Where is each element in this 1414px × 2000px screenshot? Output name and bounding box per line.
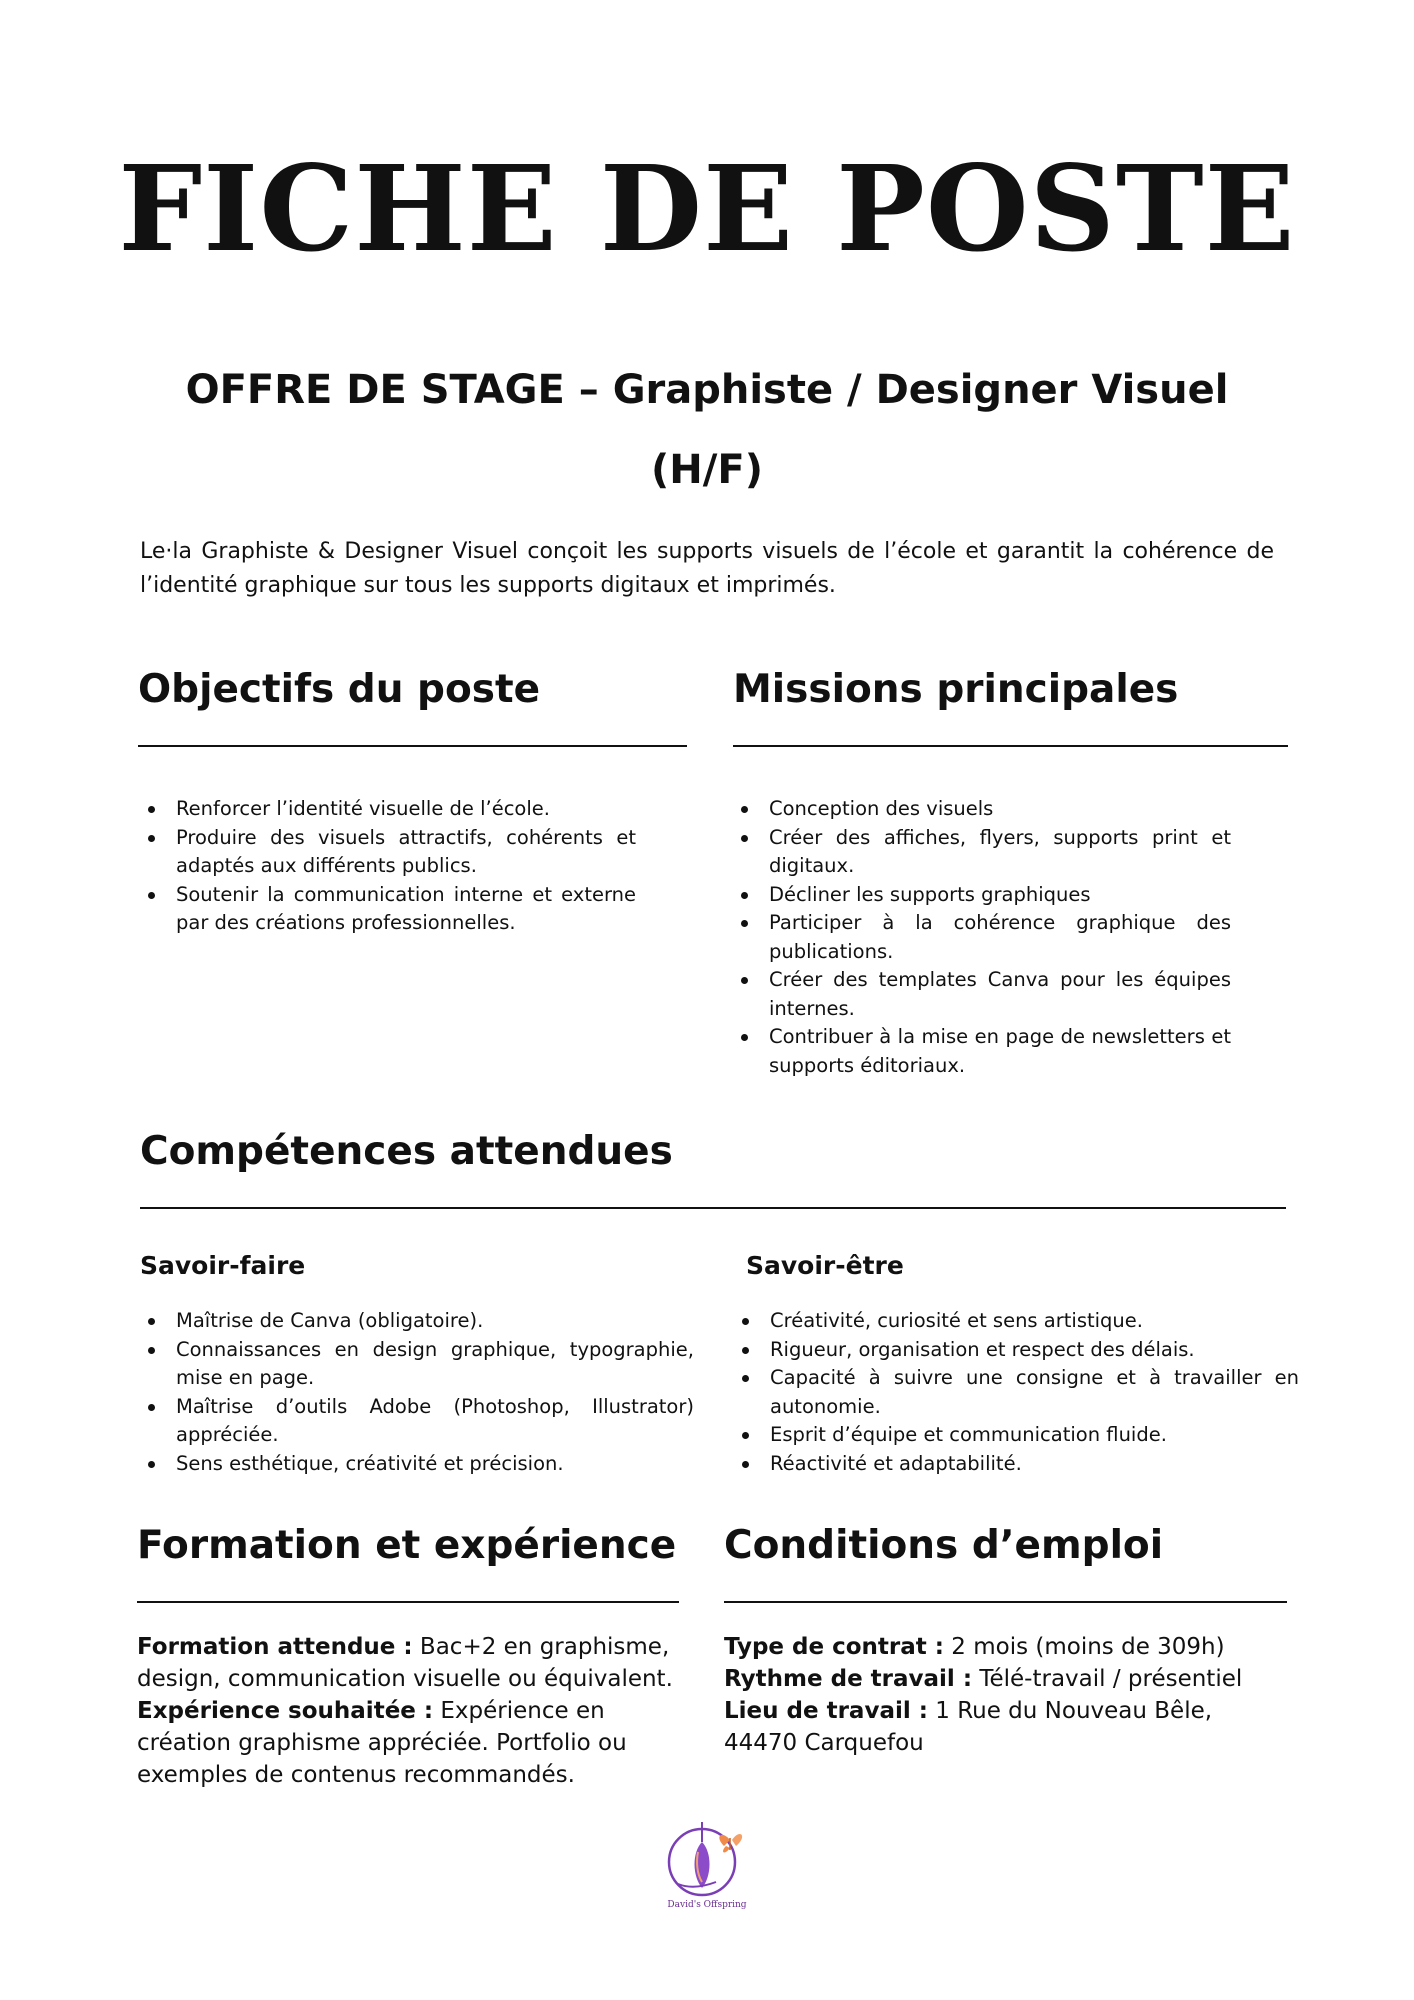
intro-paragraph: Le·la Graphiste & Designer Visuel conçoit les supports visuels de l’école et garantit la cohérence de l’identité graphique sur tous les supports digitaux et imprimés. — [140, 539, 1274, 598]
formation-details — [137, 1631, 682, 1791]
list-item: Maîtrise d’outils Adobe (Photoshop, Illustrator) appréciée. — [140, 1393, 694, 1450]
list-item: Contribuer à la mise en page de newsletters et supports éditoriaux. — [733, 1023, 1231, 1080]
formation-label: Formation attendue : — [137, 1634, 413, 1660]
contrat-value: 2 mois (moins de 309h) — [943, 1634, 1225, 1660]
missions-list — [733, 795, 1231, 1080]
list-item: Conception des visuels — [733, 795, 1231, 824]
competences-section — [140, 1129, 1288, 1209]
list-item: Esprit d’équipe et communication fluide. — [734, 1421, 1299, 1450]
company-logo — [662, 1818, 752, 1913]
objectifs-list — [140, 795, 636, 938]
missions-divider — [733, 745, 1288, 747]
savoir-etre-section — [746, 1253, 1316, 1478]
conditions-details — [724, 1631, 1244, 1759]
list-item: Soutenir la communication interne et externe par des créations professionnelles. — [140, 881, 636, 938]
list-item: Réactivité et adaptabilité. — [734, 1450, 1299, 1479]
list-item: Créativité, curiosité et sens artistique. — [734, 1307, 1299, 1336]
competences-heading: Compétences attendues — [140, 1129, 673, 1174]
logo-wordmark: David's Offspring — [667, 1900, 747, 1910]
list-item: Produire des visuels attractifs, cohérents et adaptés aux différents publics. — [140, 824, 636, 881]
list-item: Créer des affiches, flyers, supports print et digitaux. — [733, 824, 1231, 881]
lieu-value: 1 Rue du Nouveau Bêle, 44470 Carquefou — [724, 1698, 1213, 1756]
conditions-divider — [724, 1601, 1287, 1603]
missions-section — [733, 667, 1288, 1080]
rythme-value: Télé-travail / présentiel — [972, 1666, 1243, 1692]
formation-heading: Formation et expérience — [137, 1523, 677, 1568]
objectifs-divider — [138, 745, 687, 747]
lieu-label: Lieu de travail : — [724, 1698, 928, 1724]
savoir-faire-list — [140, 1307, 694, 1478]
formation-section — [137, 1523, 682, 1791]
list-item: Rigueur, organisation et respect des délais. — [734, 1336, 1299, 1365]
missions-heading: Missions principales — [733, 667, 1179, 712]
competences-divider — [140, 1207, 1286, 1209]
list-item: Connaissances en design graphique, typographie, mise en page. — [140, 1336, 694, 1393]
contrat-label: Type de contrat : — [724, 1634, 944, 1660]
butterfly-icon — [719, 1834, 742, 1853]
savoir-etre-heading: Savoir-être — [746, 1251, 904, 1280]
formation-value: Bac+2 en graphisme, design, communication visuelle ou équivalent. — [137, 1634, 673, 1692]
logo-leaf-icon — [678, 1882, 716, 1887]
savoir-etre-list — [734, 1307, 1299, 1478]
formation-divider — [137, 1601, 679, 1603]
objectifs-section — [138, 667, 688, 938]
savoir-faire-section — [140, 1253, 700, 1478]
page-title: FICHE DE POSTE — [118, 139, 1296, 278]
savoir-faire-heading: Savoir-faire — [140, 1251, 306, 1280]
list-item: Décliner les supports graphiques — [733, 881, 1231, 910]
list-item: Créer des templates Canva pour les équipes internes. — [733, 966, 1231, 1023]
list-item: Participer à la cohérence graphique des publications. — [733, 909, 1231, 966]
objectifs-heading: Objectifs du poste — [138, 667, 541, 712]
rythme-label: Rythme de travail : — [724, 1666, 973, 1692]
conditions-section — [724, 1523, 1288, 1759]
list-item: Maîtrise de Canva (obligatoire). — [140, 1307, 694, 1336]
experience-value: Expérience en création graphisme appréciée. Portfolio ou exemples de contenus recommandés. — [137, 1698, 627, 1788]
page-subtitle: OFFRE DE STAGE – Graphiste / Designer Visuel (H/F) — [185, 367, 1229, 493]
list-item: Capacité à suivre une consigne et à travailler en autonomie. — [734, 1364, 1299, 1421]
experience-label: Expérience souhaitée : — [137, 1698, 434, 1724]
list-item: Renforcer l’identité visuelle de l’école. — [140, 795, 636, 824]
conditions-heading: Conditions d’emploi — [724, 1523, 1164, 1568]
list-item: Sens esthétique, créativité et précision. — [140, 1450, 694, 1479]
